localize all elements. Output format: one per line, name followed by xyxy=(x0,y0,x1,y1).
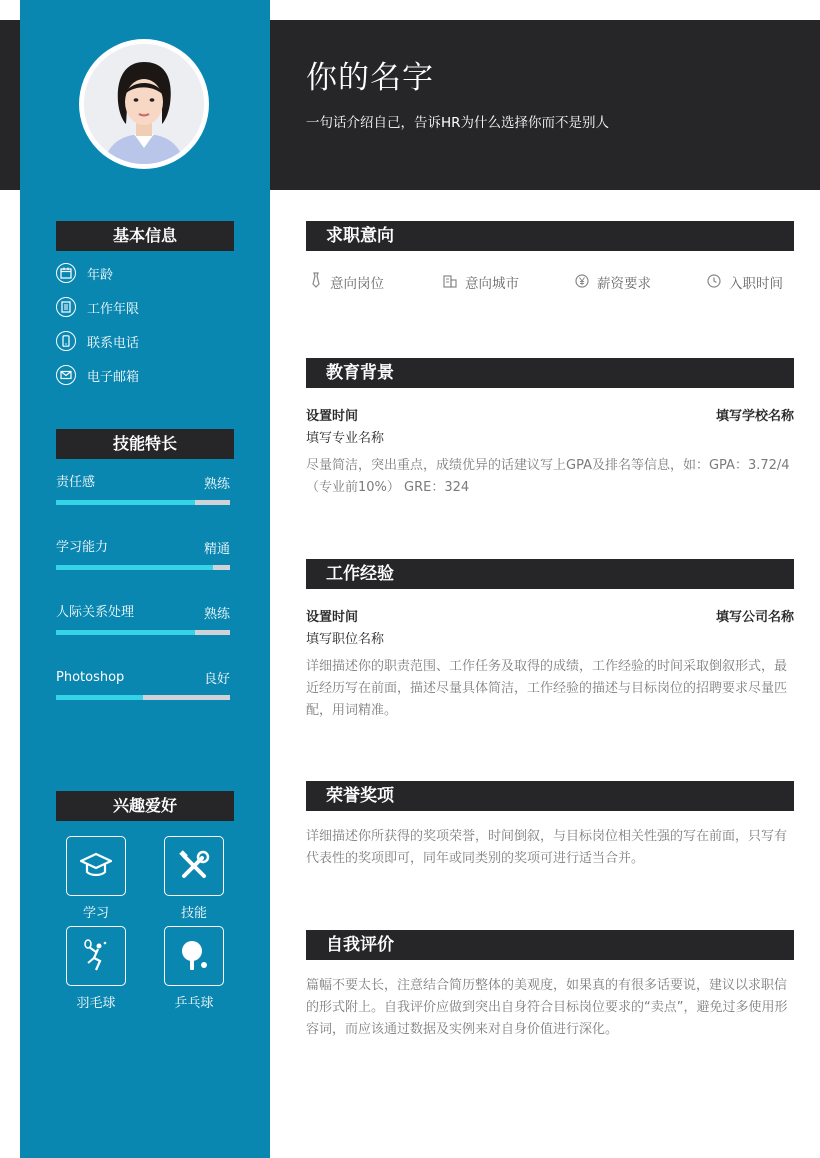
skill-level: 精通 xyxy=(203,542,230,557)
honors-description: 详细描述你所获得的奖项荣誉，时间倒叙，与目标岗位相关性强的写在前面，只写有代表性的奖项即可，同年或同类别的奖项可进行适当合并。 xyxy=(306,829,788,866)
hobby-label: 技能 xyxy=(180,906,207,921)
skill-fill xyxy=(56,630,195,635)
info-label: 联系电话 xyxy=(87,335,140,351)
clock-icon xyxy=(707,273,721,292)
skill-level: 良好 xyxy=(203,672,230,687)
hobby-label: 羽毛球 xyxy=(76,996,116,1011)
document-icon xyxy=(56,297,76,317)
skill-bar xyxy=(56,565,230,570)
basic-info-title: 基本信息 xyxy=(56,221,234,251)
skill-fill xyxy=(56,565,213,570)
tools-icon xyxy=(164,836,224,896)
info-item-work-years xyxy=(56,297,139,317)
education-major: 填写专业名称 xyxy=(306,431,385,446)
phone-icon xyxy=(56,331,76,351)
hobby-label: 乒乓球 xyxy=(174,996,214,1011)
hobby-item-study xyxy=(66,836,126,921)
intent-label: 意向岗位 xyxy=(330,276,384,292)
education-description: 尽量简洁，突出重点，成绩优异的话建议写上GPA及排名等信息，如：GPA：3.72/4（专业前10%） GRE：324 xyxy=(306,458,790,495)
skill-bar xyxy=(56,630,230,635)
skill-item xyxy=(56,537,230,570)
sidebar xyxy=(20,0,270,1158)
intent-item-start-time xyxy=(707,272,783,292)
hobby-item-ping-pong xyxy=(164,926,224,1011)
skill-item xyxy=(56,602,230,635)
skill-fill xyxy=(56,695,143,700)
work-title: 工作经验 xyxy=(306,559,794,589)
work-time: 设置时间 xyxy=(306,610,359,625)
job-intent-title: 求职意向 xyxy=(306,221,794,251)
skill-bar xyxy=(56,500,230,505)
work-description: 详细描述你的职责范围、工作任务及取得的成绩，工作经验的时间采取倒叙形式，最近经历写在前面，描述尽量具体简洁，工作经验的描述与目标岗位的招聘要求尽量匹配，用词精准。 xyxy=(306,659,788,718)
info-item-phone xyxy=(56,331,139,351)
intent-label: 意向城市 xyxy=(465,276,519,292)
skill-level: 熟练 xyxy=(203,477,230,492)
intent-label: 薪资要求 xyxy=(597,276,651,292)
calendar-icon xyxy=(56,263,76,283)
skill-name: 学习能力 xyxy=(56,540,109,555)
skill-bar xyxy=(56,695,230,700)
yen-icon xyxy=(575,273,589,292)
intent-item-position xyxy=(310,272,384,292)
tie-icon xyxy=(310,272,322,292)
intent-label: 入职时间 xyxy=(729,276,783,292)
avatar-photo xyxy=(84,44,204,164)
skill-fill xyxy=(56,500,195,505)
info-item-email xyxy=(56,365,139,385)
education-title: 教育背景 xyxy=(306,358,794,388)
work-header-row xyxy=(306,606,794,625)
mail-icon xyxy=(56,365,76,385)
info-item-age xyxy=(56,263,113,283)
intent-item-salary xyxy=(575,272,651,292)
honors-title: 荣誉奖项 xyxy=(306,781,794,811)
education-time: 设置时间 xyxy=(306,409,359,424)
skill-level: 熟练 xyxy=(203,607,230,622)
badminton-icon xyxy=(66,926,126,986)
education-school: 填写学校名称 xyxy=(715,409,794,424)
ping-pong-icon xyxy=(164,926,224,986)
education-header-row xyxy=(306,405,794,424)
name-title: 你的名字 xyxy=(306,60,434,96)
graduation-cap-icon xyxy=(66,836,126,896)
info-label: 工作年限 xyxy=(87,301,140,317)
hobby-item-badminton xyxy=(66,926,126,1011)
intent-item-city xyxy=(443,272,519,292)
avatar xyxy=(79,39,209,169)
skill-name: Photoshop xyxy=(56,670,125,685)
self-eval-title: 自我评价 xyxy=(306,930,794,960)
work-position: 填写职位名称 xyxy=(306,632,385,647)
info-label: 年龄 xyxy=(87,267,114,283)
skill-name: 人际关系处理 xyxy=(56,605,135,620)
skills-title: 技能特长 xyxy=(56,429,234,459)
skill-item xyxy=(56,667,230,700)
info-label: 电子邮箱 xyxy=(87,369,140,385)
hobby-label: 学习 xyxy=(82,906,109,921)
hobby-item-skills xyxy=(164,836,224,921)
self-eval-description: 篇幅不要太长，注意结合简历整体的美观度，如果真的有很多话要说，建议以求职信的形式附上。自我评价应做到突出自身符合目标岗位要求的“卖点”，避免过多使用形容词，而应该通过数据及实例来对自身价值进行深化。 xyxy=(306,978,788,1037)
building-icon xyxy=(443,273,457,292)
tagline: 一句话介绍自己，告诉HR为什么选择你而不是别人 xyxy=(306,115,610,131)
work-company: 填写公司名称 xyxy=(715,610,794,625)
skill-name: 责任感 xyxy=(56,475,96,490)
hobbies-title: 兴趣爱好 xyxy=(56,791,234,821)
skill-item xyxy=(56,472,230,505)
